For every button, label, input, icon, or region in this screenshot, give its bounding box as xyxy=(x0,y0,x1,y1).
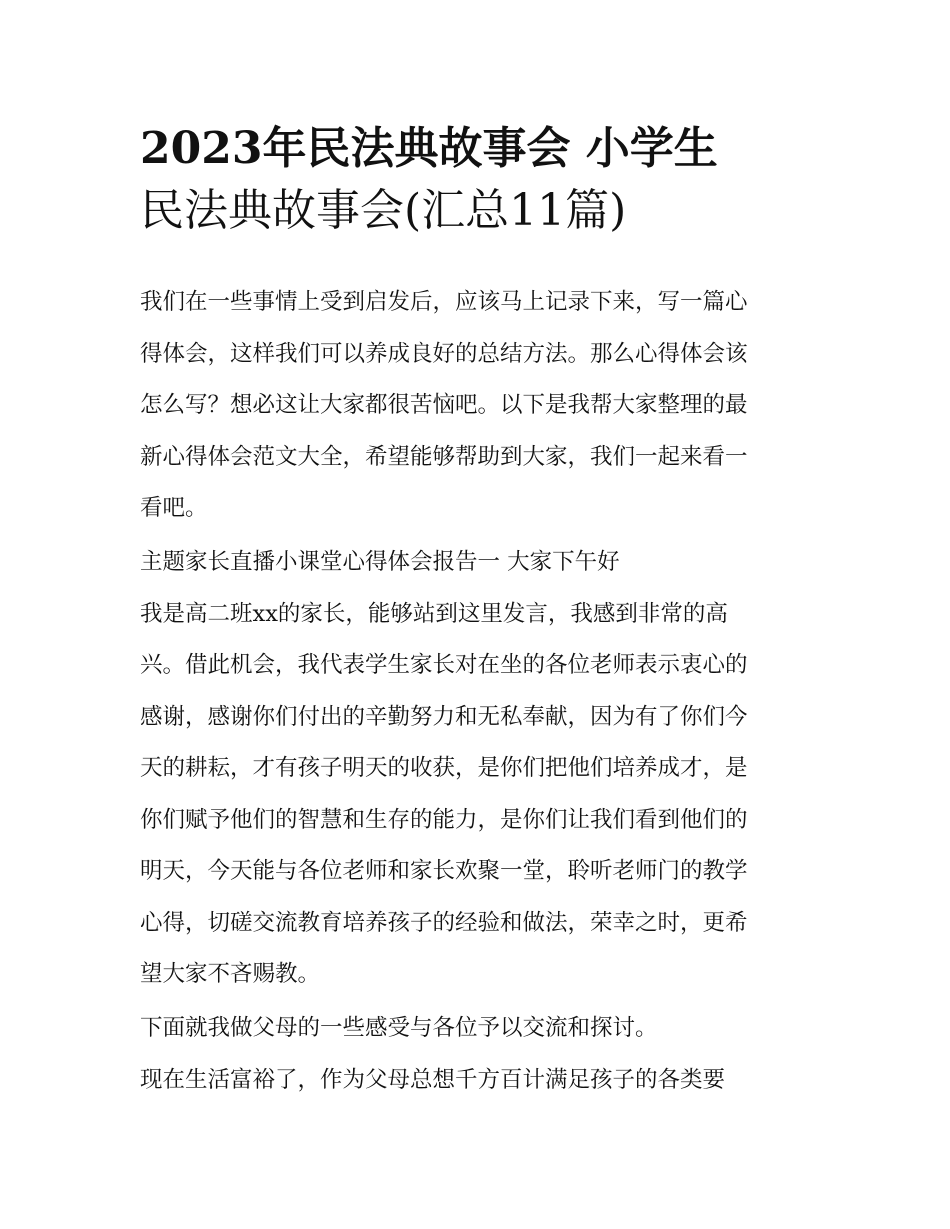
text-line: 兴。借此机会，我代表学生家长对在坐的各位老师表示衷心的 xyxy=(140,652,748,678)
title-line: 2023年民法典故事会 小学生 xyxy=(140,123,718,174)
text-line: 感谢，感谢你们付出的辛勤努力和无私奉献，因为有了你们今 xyxy=(140,703,748,730)
text-line: 天的耕耘，才有孩子明天的收获，是你们把他们培养成才，是 xyxy=(140,755,748,781)
text-line: 心得，切磋交流教育培养孩子的经验和做法，荣幸之时，更希 xyxy=(140,909,748,936)
text-line: 新心得体会范文大全，希望能够帮助到大家，我们一起来看一 xyxy=(140,443,748,470)
text-line: 得体会，这样我们可以养成良好的总结方法。那么心得体会该 xyxy=(140,340,748,367)
text-line: 你们赋予他们的智慧和生存的能力，是你们让我们看到他们的 xyxy=(140,806,748,833)
document-title xyxy=(140,118,830,242)
paragraph-continuation xyxy=(140,1055,812,1105)
text-line: 看吧。 xyxy=(140,495,208,521)
text-line: 我们在一些事情上受到启发后，应该马上记录下来，写一篇心 xyxy=(140,289,748,315)
paragraph-transition xyxy=(140,1003,812,1053)
paragraph-heading xyxy=(140,537,812,587)
text-line: 明天，今天能与各位老师和家长欢聚一堂，聆听老师门的教学 xyxy=(140,858,748,884)
paragraph-speech xyxy=(140,589,812,1001)
text-line: 我是高二班xx的家长，能够站到这里发言，我感到非常的高 xyxy=(140,600,728,627)
text-line: 现在生活富裕了，作为父母总想千方百计满足孩子的各类要 xyxy=(140,1066,726,1093)
paragraph-intro xyxy=(140,277,812,535)
title-line: 民法典故事会(汇总11篇) xyxy=(140,185,627,236)
text-line: 下面就我做父母的一些感受与各位予以交流和探讨。 xyxy=(140,1014,658,1041)
text-line: 主题家长直播小课堂心得体会报告一 大家下午好 xyxy=(140,548,620,575)
text-line: 怎么写？想必这让大家都很苦恼吧。以下是我帮大家整理的最 xyxy=(140,392,748,418)
text-line: 望大家不吝赐教。 xyxy=(140,961,321,987)
document-body xyxy=(140,277,812,1107)
